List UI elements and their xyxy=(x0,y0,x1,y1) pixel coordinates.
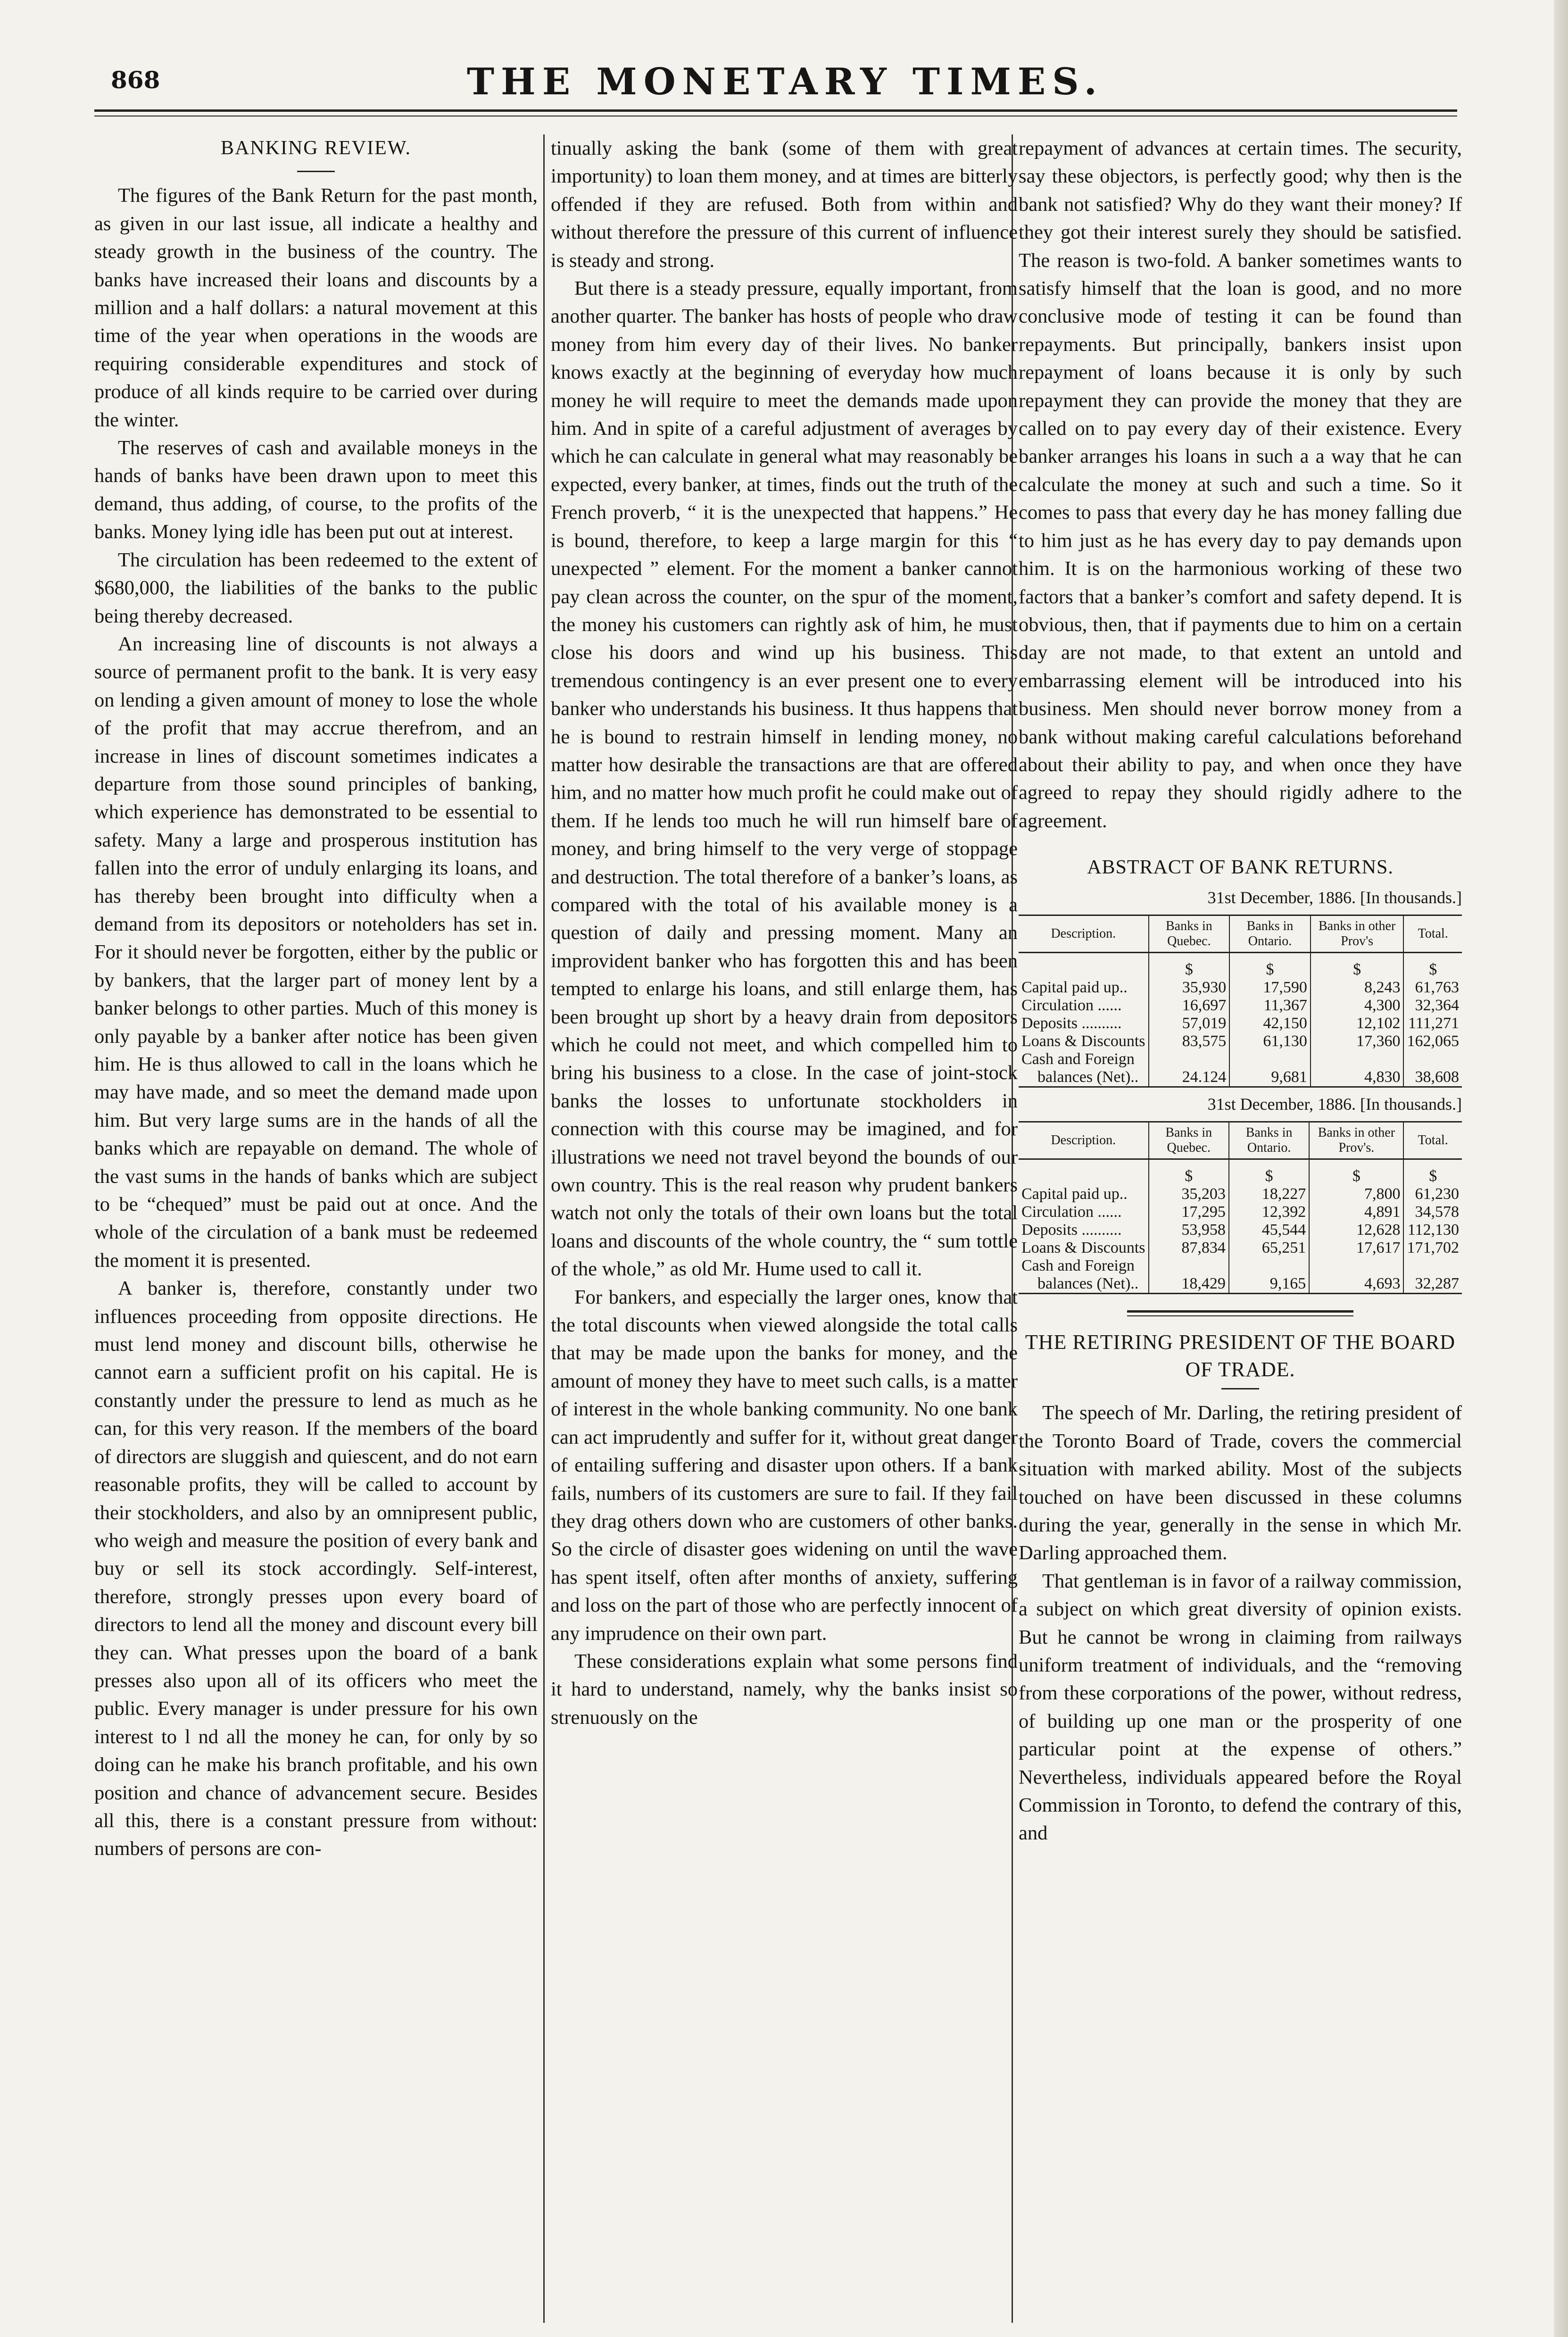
paragraph: The speech of Mr. Darling, the retiring president of the Toronto Board of Trade, covers the commercial situation with marked ability. Most of the subjects touched on have been discussed in these columns during the year, generally in the sense in which Mr. Darling approached them. xyxy=(1019,1402,1462,1564)
table-cell: 45,544 xyxy=(1229,1221,1309,1239)
table-cell xyxy=(1019,1159,1149,1186)
table-header: Total. xyxy=(1403,915,1462,952)
table-cell: Loans & Discounts xyxy=(1021,1239,1145,1257)
paragraph: That gentleman is in favor of a railway commission, a subject on which great diversity of opinion exists. But he cannot be wrong in claiming from railways uniform treatment of individuals, and the “removing from these corporations of the power, without redress, of building up one man or the prosperity of one particular point at the expense of others.” Nevertheless, individuals appeared before the Royal Commission in Toronto, to defend the contrary of this, and xyxy=(1019,1570,1462,1845)
table-cell: 17,295 xyxy=(1149,1203,1229,1221)
table-cell: 18,227 xyxy=(1229,1185,1309,1203)
paragraph: The reserves of cash and available moneys in the hands of banks have been drawn upon to meet this demand, thus adding, of course, to the profits of the banks. Money lying idle has been put out at interest. xyxy=(94,437,538,543)
table-cell: $ xyxy=(1149,952,1230,979)
table-cell: Cash and Foreign xyxy=(1021,1050,1135,1068)
table-cell: 111,271 xyxy=(1403,1015,1462,1032)
paragraph: The figures of the Bank Return for the past month, as given in our last issue, all indicate a healthy and steady growth in the business of the country. The banks have increased their loans and discounts by a million and a half dollars: a natural movement at this time of the year when operations in the woods are requiring considerable expenditures and stock of produce of all kinds require to be carried over during the winter. xyxy=(94,184,538,431)
table-cell: 65,251 xyxy=(1229,1239,1309,1257)
table-cell xyxy=(1403,1050,1462,1068)
table-cell: 53,958 xyxy=(1149,1221,1229,1239)
table-cell xyxy=(1019,952,1149,979)
table-cell: 162,065 xyxy=(1403,1032,1462,1050)
table-cell: 16,697 xyxy=(1149,997,1230,1015)
table-cell: Cash and Foreign xyxy=(1021,1257,1135,1275)
table-row xyxy=(1019,979,1462,997)
table-cell: $ xyxy=(1309,1159,1403,1186)
table-cell: 18,429 xyxy=(1149,1275,1229,1294)
table-cell: 61,763 xyxy=(1403,979,1462,997)
table-cell: 4,693 xyxy=(1309,1275,1403,1294)
table-row xyxy=(1019,1221,1462,1239)
table-header: Banks in Ontario. xyxy=(1229,1122,1309,1159)
article-heading-retiring-president: THE RETIRING PRESIDENT OF THE BOARD OF TRADE. xyxy=(1025,1331,1456,1381)
table-cell: 32,364 xyxy=(1403,997,1462,1015)
bank-returns-table-1 xyxy=(1019,915,1462,1088)
table-row xyxy=(1019,1068,1462,1087)
table-cell: Circulation ...... xyxy=(1021,1203,1122,1221)
table-row xyxy=(1019,1050,1462,1068)
table-header: Banks in other Prov's. xyxy=(1309,1122,1403,1159)
table-cell: 12,628 xyxy=(1309,1221,1403,1239)
page-edge-strip xyxy=(1554,0,1568,2337)
table-cell: 7,800 xyxy=(1309,1185,1403,1203)
table-row xyxy=(1019,1257,1462,1275)
table-cell: 61,130 xyxy=(1229,1032,1311,1050)
paragraph: An increasing line of discounts is not always a source of permanent profit to the bank. It is very easy on lending a given amount of money to lose the whole of the profit that may accrue therefrom, and an increase in lines of discount sometimes indicates a departure from those sound principles of banking, which experience has demonstrated to be essential to safety. Many a large and prosperous institution has fallen into the error of unduly enlarging its loans, and has thereby been brought into difficulty when a demand from its depositors or noteholders has set in. For it should never be forgotten, either by the public or by bankers, that the larger part of money lent by a banker belongs to other parties. Much of this money is only payable by a banker after notice has been given him. He is thus allowed to call in the loans which he may have made, and so meet the demand made upon him. But very large sums are in the hands of all the banks which are repayable on demand. The whole of the vast sums in the hands of banks which are subject to be “chequed” must be paid out at once. And the whole of the circulation of a bank must be redeemed the moment it is presented. xyxy=(94,632,538,1272)
table-cell: 42,150 xyxy=(1229,1015,1311,1032)
table-cell: 12,392 xyxy=(1229,1203,1309,1221)
table-cell: 57,019 xyxy=(1149,1015,1230,1032)
paragraph-continued: tinually asking the bank (some of them with great importunity) to loan them money, and at times are bitterly offended if they are refused. Both from within and without therefore the pressure of this current of influence is steady and strong. xyxy=(551,137,1018,272)
table-cell: 9,165 xyxy=(1229,1275,1309,1294)
table-cell: 4,830 xyxy=(1311,1068,1404,1087)
table-cell: Circulation ...... xyxy=(1021,996,1122,1014)
table-cell: $ xyxy=(1311,952,1404,979)
table-row xyxy=(1019,1185,1462,1203)
table-cell xyxy=(1229,1050,1311,1068)
column-middle xyxy=(551,134,1018,1731)
table-cell xyxy=(1229,1257,1309,1275)
paragraph: A banker is, therefore, constantly under two influences proceeding from opposite directions. He must lend money and discount bills, otherwise he cannot earn a sufficient profit on his capital. He is constantly under the pressure to lend as much as he can, for this very reason. If the members of the board of directors are sluggish and quiescent, and do not earn reasonable profits, they will be called to account by their stockholders, and also by an omnipresent public, who weigh and measure the position of every bank and buy or sell its stock accordingly. Self-interest, therefore, strongly presses upon every board of directors to lend all the money and discount every bill they can. What presses upon the board of a bank presses also upon all of its officers who meet the public. Every manager is under pressure for his own interest to l nd all the money he can, for only by so doing can he make his branch profitable, and his own position and chance of advancement secure. Besides all this, there is a constant pressure from without: numbers of persons are con- xyxy=(94,1277,538,1860)
table-header: Banks in Quebec. xyxy=(1149,1122,1229,1159)
table-cell: Loans & Discounts xyxy=(1021,1032,1145,1050)
column-right xyxy=(1019,134,1462,1847)
table-cell: 112,130 xyxy=(1403,1221,1462,1239)
article-heading-banking-review: BANKING REVIEW. xyxy=(220,137,412,159)
table-header: Description. xyxy=(1019,1122,1149,1159)
table-cell: 35,203 xyxy=(1149,1185,1229,1203)
table-header: Banks in Ontario. xyxy=(1229,915,1311,952)
table-cell: 4,300 xyxy=(1311,997,1404,1015)
table-cell xyxy=(1309,1257,1403,1275)
paragraph: These considerations explain what some persons find it hard to understand, namely, why the banks insist so strenuously on the xyxy=(551,1650,1018,1729)
table-cell: 17,617 xyxy=(1309,1239,1403,1257)
table-row xyxy=(1019,1275,1462,1294)
table-cell: balances (Net).. xyxy=(1019,1068,1149,1087)
table-cell xyxy=(1403,1257,1462,1275)
table-cell: 9,681 xyxy=(1229,1068,1311,1087)
heading-rule xyxy=(1221,1388,1259,1389)
bank-returns-table-2 xyxy=(1019,1121,1462,1294)
table-header: Banks in other Prov's xyxy=(1311,915,1404,952)
table-cell xyxy=(1149,1257,1229,1275)
paragraph-continued: repayment of advances at certain times. The security, say these objectors, is perfectly good; why then is the bank not satisfied? Why do they want their money? If they got their interest surely they should be satisfied. The reason is two-fold. A banker sometimes wants to satisfy himself that the loan is good, and no more conclusive mode of testing it can be found than repayments. But principally, bankers insist upon repayment of loans because it is only by such repayment they can provide the money that they are called on to pay every day of their existence. Every banker arranges his loans in such a a way that he can calculate the money at such and such a time. So it comes to pass that every day he has money falling due to him just as he has every day to pay demands upon him. It is on the harmonious working of these two factors that a banker’s comfort and safety depend. It is obvious, then, that if payments due to him on a certain day are not made, to that extent an untold and embarrassing element will be introduced into his business. Men should never borrow money from a bank without making careful calculations beforehand about their ability to pay, and when once they have agreed to repay they should rigidly adhere to the agreement. xyxy=(1019,137,1462,832)
table-cell: 12,102 xyxy=(1311,1015,1404,1032)
table-cell: 4,891 xyxy=(1309,1203,1403,1221)
table-header: Banks in Quebec. xyxy=(1149,915,1230,952)
table-cell: 17,590 xyxy=(1229,979,1311,997)
column-left xyxy=(94,134,538,1863)
paragraph: The circulation has been redeemed to the extent of $680,000, the liabilities of the banks to the public being thereby decreased. xyxy=(94,549,538,627)
table-cell: $ xyxy=(1403,952,1462,979)
table-cell: 171,702 xyxy=(1403,1239,1462,1257)
table-cell: 8,243 xyxy=(1311,979,1404,997)
header-rule xyxy=(94,109,1457,112)
table-cell xyxy=(1149,1050,1230,1068)
table-cell: 83,575 xyxy=(1149,1032,1230,1050)
table-cell: Capital paid up.. xyxy=(1021,1185,1128,1203)
table-row xyxy=(1019,997,1462,1015)
page-number: 868 xyxy=(111,66,160,94)
masthead-title: THE MONETARY TIMES. xyxy=(467,60,1103,103)
table-cell: 61,230 xyxy=(1403,1185,1462,1203)
table-row xyxy=(1019,1239,1462,1257)
table-row xyxy=(1019,1015,1462,1032)
abstract-title: ABSTRACT OF BANK RETURNS. xyxy=(1087,857,1394,879)
table-cell: $ xyxy=(1403,1159,1462,1186)
paragraph: For bankers, and especially the larger ones, know that the total discounts when viewed alongside the total calls that may be made upon the banks for money, and the amount of money they have to meet such calls, is a matter of interest in the whole banking community. No one bank can act imprudently and suffer for it, without great danger of entailing suffering and disaster upon others. If a bank fails, numbers of its customers are sure to fail. If they fail they drag others down who are customers of other banks. So the circle of disaster goes widening on until the wave has spent itself, often after months of anxiety, suffering and loss on the part of those who are perfectly innocent of any imprudence on their own part. xyxy=(551,1286,1018,1645)
table-cell: Capital paid up.. xyxy=(1021,978,1128,996)
table-cell: $ xyxy=(1229,952,1311,979)
paragraph: But there is a steady pressure, equally important, from another quarter. The banker has hosts of people who draw money from him every day of their lives. No banker knows exactly at the beginning of everyday how much money he will require to meet the demands made upon him. And in spite of a careful adjustment of averages by which he can calculate in general what may reasonably be expected, every banker, at times, finds out the truth of the French proverb, “ it is the unexpected that happens.” He is bound, therefore, to keep a large margin for this “ unexpected ” element. For the moment a banker cannot pay clean across the counter, on the spur of the moment, the money his customers can rightly ask of him, he must close his doors and wind up his business. This tremendous contingency is an ever present one to every banker who understands his business. It thus happens that he is bound to restrain himself in lending money, no matter how desirable the transactions are that are offered him, and no matter how much profit he could make out of them. If he lends too much he will run himself bare of money, and bring himself to the very verge of stoppage and destruction. The total therefore of a banker’s loans, as compared with the total of his available money is a question of daily and pressing moment. Many an improvident banker who has forgotten this and has been tempted to enlarge his loans, and still enlarge them, has been brought up short by a heavy drain from depositors which he could not meet, and which compelled him to bring his business to a close. In the case of joint-stock banks the losses to unfortunate stockholders in connection with this course may be imagined, and for illustrations we need not travel beyond the bounds of our own country. This is the real reason why prudent bankers watch not only the totals of their own loans but the total loans and discounts of the whole country, the “ sum tottle of the whole,” as old Mr. Hume used to call it. xyxy=(551,277,1018,1281)
table-cell: 32,287 xyxy=(1403,1275,1462,1294)
table-cell: $ xyxy=(1229,1159,1309,1186)
table-currency-row xyxy=(1019,952,1462,979)
heading-rule xyxy=(297,171,335,172)
table-cell: 87,834 xyxy=(1149,1239,1229,1257)
table-cell: 38,608 xyxy=(1403,1068,1462,1087)
column-divider xyxy=(543,134,545,2323)
section-double-rule xyxy=(1127,1310,1353,1316)
table-header: Total. xyxy=(1403,1122,1462,1159)
table-currency-row xyxy=(1019,1159,1462,1186)
table-cell xyxy=(1311,1050,1404,1068)
table-cell: Deposits .......... xyxy=(1021,1014,1122,1032)
table-row xyxy=(1019,1203,1462,1221)
table-cell: 35,930 xyxy=(1149,979,1230,997)
table-cell: 24.124 xyxy=(1149,1068,1230,1087)
table-caption: 31st December, 1886. [In thousands.] xyxy=(1207,888,1462,907)
table-cell: balances (Net).. xyxy=(1019,1275,1149,1294)
table-row xyxy=(1019,1032,1462,1050)
table-cell: 34,578 xyxy=(1403,1203,1462,1221)
table-cell: 11,367 xyxy=(1229,997,1311,1015)
table-header: Description. xyxy=(1019,915,1149,952)
table-cell: Deposits .......... xyxy=(1021,1221,1122,1239)
table-caption: 31st December, 1886. [In thousands.] xyxy=(1207,1094,1462,1114)
table-cell: 17,360 xyxy=(1311,1032,1404,1050)
table-header-row xyxy=(1019,1122,1462,1159)
table-cell: $ xyxy=(1149,1159,1229,1186)
table-header-row xyxy=(1019,915,1462,952)
